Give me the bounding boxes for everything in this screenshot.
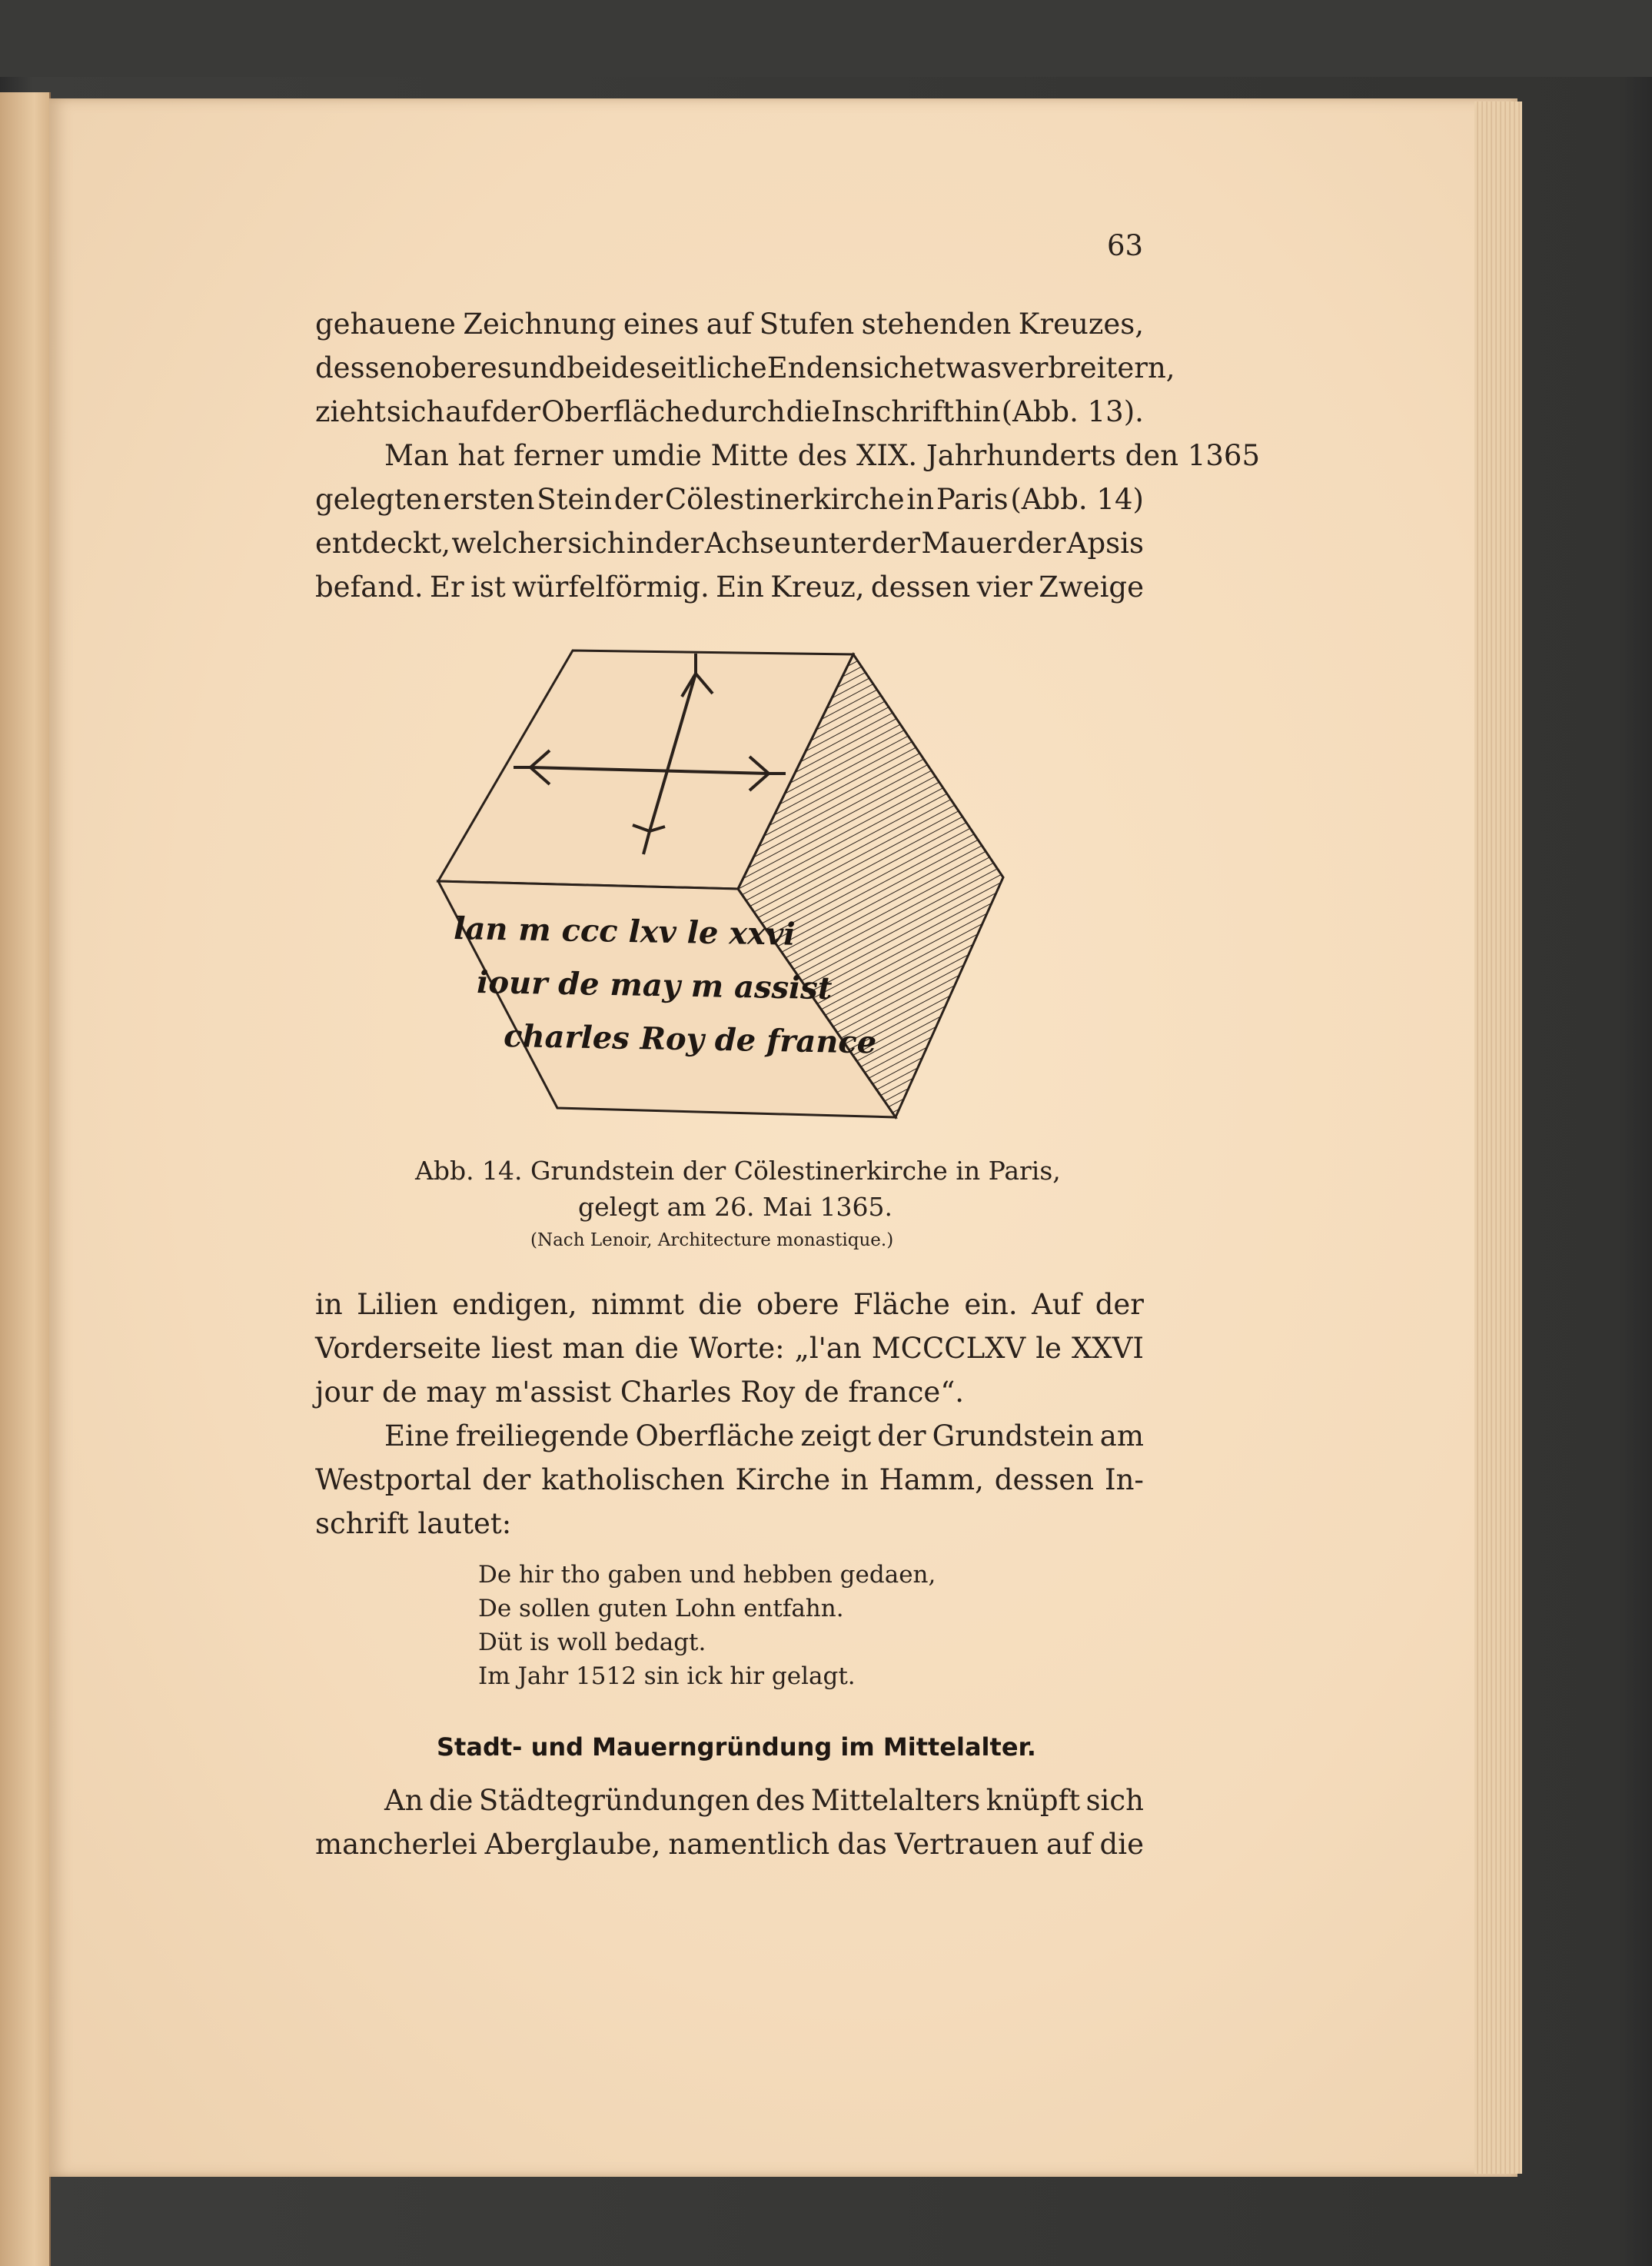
text-word: sich xyxy=(386,395,445,428)
page-edges xyxy=(1474,101,1522,2174)
text-word: der xyxy=(655,527,704,560)
text-word: MCCCLXV xyxy=(871,1332,1026,1365)
text-line xyxy=(315,527,1144,560)
text-word: würfelförmig. xyxy=(512,571,710,604)
text-word: in xyxy=(315,1288,343,1321)
text-word: ein. xyxy=(964,1288,1018,1321)
text-word: gelegten xyxy=(315,483,441,516)
text-word: die Mitte des XIX. Jahrhunderts den 1365 xyxy=(657,439,1260,472)
text-word: Achse xyxy=(704,527,791,560)
text-word: mancherlei xyxy=(315,1828,477,1861)
text-word: katholischen xyxy=(541,1463,725,1496)
text-word: le xyxy=(1035,1332,1062,1365)
text-word: Paris xyxy=(936,483,1009,516)
text-word: stehenden xyxy=(861,308,1012,341)
text-word: Oberfläche xyxy=(635,1419,795,1452)
text-word: Inschrift xyxy=(831,395,955,428)
text-word: knüpft xyxy=(986,1784,1081,1817)
text-word: oberes xyxy=(414,351,512,384)
text-word: Fläche xyxy=(853,1288,950,1321)
text-word: auf xyxy=(1045,1828,1092,1861)
text-word: endigen, xyxy=(452,1288,577,1321)
text-word: eines xyxy=(623,308,700,341)
text-word: In- xyxy=(1104,1463,1144,1496)
text-word: die xyxy=(698,1288,743,1321)
text-word: schrift lautet: xyxy=(315,1507,512,1540)
text-word: Vertrauen xyxy=(894,1828,1039,1861)
text-word: (Abb. 14) xyxy=(1010,483,1144,516)
text-word: entdeckt, xyxy=(315,527,450,560)
text-word: Er xyxy=(430,571,464,604)
text-line xyxy=(384,1419,1144,1452)
text-word: Vorderseite xyxy=(315,1332,482,1365)
text-word: sich xyxy=(567,527,626,560)
verse-line: De sollen guten Lohn entfahn. xyxy=(478,1595,844,1622)
text-word: die xyxy=(1099,1828,1144,1861)
text-word: Kreuzes, xyxy=(1018,308,1144,341)
text-word: Stufen xyxy=(759,308,855,341)
text-word: ersten xyxy=(443,483,535,516)
text-word: hin xyxy=(955,395,1001,428)
foundation-stone-illustration xyxy=(419,635,1049,1135)
text-word: „l'an xyxy=(794,1332,862,1365)
text-word: beide xyxy=(567,351,647,384)
figure-caption-line-2: gelegt am 26. Mai 1365. xyxy=(578,1192,893,1222)
text-line xyxy=(315,351,1175,384)
text-word: jour de may m'assist Charles Roy de france“. xyxy=(315,1376,964,1409)
text-line xyxy=(315,1332,1144,1365)
text-word: Mittelalters xyxy=(810,1784,981,1817)
text-word: zeigt xyxy=(800,1419,872,1452)
text-word: unter xyxy=(792,527,871,560)
text-line xyxy=(315,308,1144,341)
text-word: Auf xyxy=(1032,1288,1082,1321)
text-word: welcher xyxy=(451,527,567,560)
inscription-line-3: charles Roy de france xyxy=(503,1018,877,1061)
text-word: der xyxy=(482,1463,531,1496)
text-word: dessen xyxy=(315,351,415,384)
text-word: sich xyxy=(859,351,918,384)
text-word: Kirche xyxy=(735,1463,831,1496)
page-number: 63 xyxy=(1107,229,1144,262)
text-word: und xyxy=(511,351,567,384)
text-line xyxy=(315,1507,1144,1540)
text-line xyxy=(315,1463,1144,1496)
text-word: der xyxy=(871,527,921,560)
text-word: seitliche xyxy=(646,351,767,384)
text-word: (Abb. 13). xyxy=(1001,395,1144,428)
text-word: gehauene xyxy=(315,308,456,341)
text-word: ist xyxy=(470,571,506,604)
figure-caption-line-1: Abb. 14. Grundstein der Cölestinerkirche in Paris, xyxy=(415,1156,1061,1186)
text-word: die xyxy=(634,1332,679,1365)
text-word: Enden xyxy=(766,351,860,384)
text-line xyxy=(315,395,1144,428)
text-word: An xyxy=(384,1784,424,1817)
text-word: Westportal xyxy=(315,1463,472,1496)
text-word: Man hat ferner um xyxy=(384,439,658,472)
text-word: liest xyxy=(491,1332,553,1365)
text-word: der xyxy=(491,395,541,428)
text-word: durch xyxy=(700,395,786,428)
text-word: obere xyxy=(756,1288,839,1321)
section-heading: Stadt- und Mauerngründung im Mittelalter. xyxy=(437,1732,1036,1762)
text-word: des xyxy=(755,1784,806,1817)
text-word: Eine xyxy=(384,1419,450,1452)
text-word: Cölestinerkirche xyxy=(664,483,905,516)
text-word: man xyxy=(562,1332,625,1365)
text-word: Apsis xyxy=(1066,527,1144,560)
text-line xyxy=(315,571,1144,604)
text-word: Worte: xyxy=(688,1332,785,1365)
text-word: Lilien xyxy=(357,1288,438,1321)
text-word: Ein xyxy=(716,571,764,604)
verse-line: Im Jahr 1512 sin ick hir gelagt. xyxy=(478,1662,856,1690)
verse-line: Düt is woll bedagt. xyxy=(478,1629,706,1656)
text-word: befand. xyxy=(315,571,424,604)
text-word: am xyxy=(1099,1419,1144,1452)
text-word: in xyxy=(841,1463,869,1496)
text-line xyxy=(315,1376,1144,1409)
left-page-edge xyxy=(0,92,51,2266)
text-word: der xyxy=(613,483,663,516)
text-line xyxy=(384,1784,1144,1817)
text-word: nimmt xyxy=(591,1288,684,1321)
text-word: auf xyxy=(445,395,491,428)
text-word: auf xyxy=(706,308,753,341)
text-line xyxy=(315,1288,1144,1321)
text-line xyxy=(315,483,1144,516)
verse-line: De hir tho gaben und hebben gedaen, xyxy=(478,1561,936,1589)
text-word: Mauer xyxy=(921,527,1016,560)
text-word: der xyxy=(877,1419,926,1452)
text-word: verbreitern, xyxy=(1001,351,1175,384)
text-word: etwas xyxy=(917,351,1002,384)
text-word: sich xyxy=(1085,1784,1144,1817)
text-word: der xyxy=(1095,1288,1144,1321)
text-word: namentlich xyxy=(668,1828,830,1861)
text-word: Grundstein xyxy=(932,1419,1094,1452)
text-word: Städtegründungen xyxy=(478,1784,750,1817)
text-word: in xyxy=(906,483,935,516)
text-word: Oberfläche xyxy=(541,395,700,428)
inscription-line-1: lan m ccc lxv le xxvi xyxy=(453,910,796,953)
text-word: Zeichnung xyxy=(463,308,617,341)
text-word: in xyxy=(627,527,654,560)
text-word: das xyxy=(837,1828,887,1861)
text-line xyxy=(315,1828,1144,1861)
text-word: zieht xyxy=(315,395,386,428)
text-word: dessen xyxy=(870,571,971,604)
text-word: Zweige xyxy=(1039,571,1144,604)
text-word: die xyxy=(786,395,831,428)
figure-caption-source: (Nach Lenoir, Architecture monastique.) xyxy=(530,1230,894,1250)
text-line xyxy=(384,439,1260,472)
text-word: Stein xyxy=(537,483,613,516)
text-word: die xyxy=(429,1784,474,1817)
text-word: der xyxy=(1017,527,1066,560)
inscription-line-2: iour de may m assist xyxy=(476,964,833,1007)
text-word: Hamm, xyxy=(879,1463,984,1496)
text-word: Kreuz, xyxy=(770,571,865,604)
text-word: Aberglaube, xyxy=(484,1828,661,1861)
text-word: XXVI xyxy=(1071,1332,1144,1365)
text-word: vier xyxy=(976,571,1032,604)
text-word: freiliegende xyxy=(455,1419,630,1452)
text-word: dessen xyxy=(994,1463,1095,1496)
